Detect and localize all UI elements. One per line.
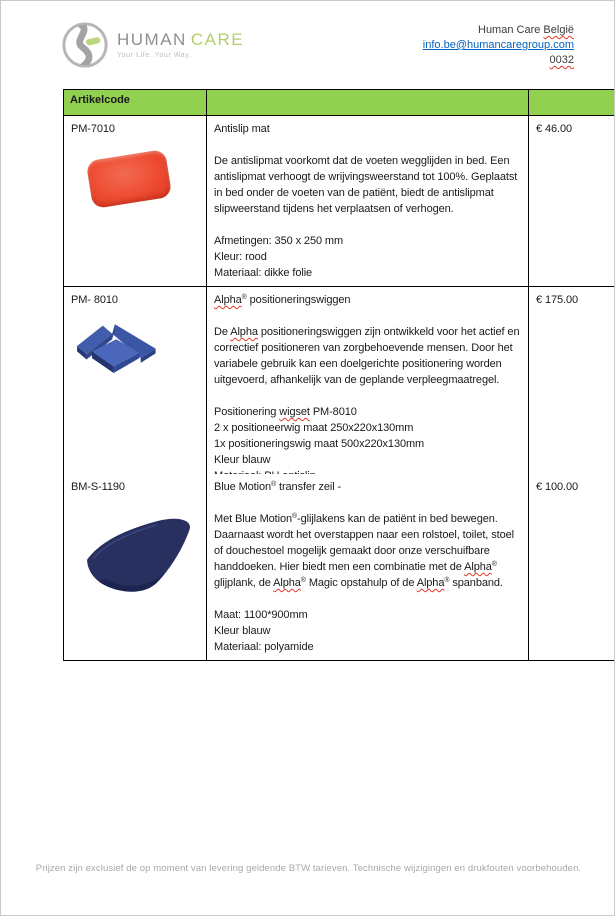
column-header-price	[529, 90, 615, 116]
antislip-mat-image	[86, 149, 173, 209]
table-header-row	[64, 90, 615, 116]
code-cell	[64, 287, 207, 490]
product-price: € 175.00	[536, 294, 579, 306]
product-specs: Maat: 1100*900mm Kleur blauw Materiaal: polyamide	[214, 609, 314, 653]
brand	[61, 21, 244, 69]
brand-text	[117, 30, 244, 59]
product-code: BM-S-1190	[71, 481, 125, 493]
product-price: € 46.00	[536, 123, 573, 135]
price-cell	[529, 474, 615, 661]
product-table-secondary	[63, 474, 615, 661]
code-cell	[64, 116, 207, 287]
column-header-artikelcode: Artikelcode	[64, 90, 207, 116]
product-description: Met Blue Motion®-glijlakens kan de patiënt in bed bewegen. Daarnaast wordt het overstappen naar een rolstoel, toilet, stoel of douchestoel mogelijk gemaakt door onze verschuifbare handdoeken. Hier biedt men een combinatie met de Alpha® glijplank, de Alpha® Magic opstahulp of de Alpha® spanband.	[214, 513, 514, 589]
phone-code: 0032	[549, 54, 574, 66]
product-row-bm-s-1190	[64, 474, 615, 661]
company-name: Human Care België	[478, 24, 574, 36]
brand-tagline: Your Life. Your Way.	[117, 52, 192, 59]
description-cell	[207, 287, 529, 490]
footer-disclaimer: Prijzen zijn exclusief de op moment van levering geldende BTW tarieven. Technische wijzigingen en drukfouten voorbehouden.	[35, 863, 582, 874]
column-header-product	[207, 90, 529, 116]
brand-name	[117, 30, 244, 49]
product-table-main	[63, 89, 615, 490]
product-price: € 100.00	[536, 481, 579, 493]
brand-name-secondary: CARE	[190, 30, 245, 49]
positioning-wedges-image	[73, 316, 161, 380]
code-cell	[64, 474, 207, 661]
description-cell	[207, 474, 529, 661]
product-description: De Alpha positioneringswiggen zijn ontwikkeld voor het actief en correctief positioneren van zorgbehoevende mensen. Door het variabele gebruik kan een doelgerichte positionering worden uitgevoerd, afhankelijk van de geplande verpleegmaatregel.	[214, 326, 520, 386]
product-description: De antislipmat voorkomt dat de voeten wegglijden in bed. Een antislipmat verhoogt de wrijvingsweerstand tot 100%. Geplaatst in bed onder de voeten van de patiënt, biedt de antislipmat slipweerstand tijdens het verplaatsen of verhogen.	[214, 155, 518, 215]
price-cell	[529, 116, 615, 287]
product-specs: Afmetingen: 350 x 250 mm Kleur: rood Materiaal: dikke folie	[214, 235, 344, 279]
product-row-pm-7010	[64, 116, 615, 287]
product-code: PM-7010	[71, 123, 115, 135]
contact-block	[423, 23, 574, 68]
brand-name-primary: HUMAN	[117, 30, 187, 49]
product-code: PM- 8010	[71, 294, 118, 306]
description-cell	[207, 116, 529, 287]
product-title: Antislip mat	[214, 123, 270, 135]
transfer-sheet-image	[77, 500, 203, 616]
human-care-logo-icon	[61, 21, 109, 69]
product-title: Blue Motion® transfer zeil -	[214, 481, 342, 493]
email-link[interactable]: info.be@humancaregroup.com	[422, 39, 574, 51]
product-specs: Positionering wigset PM-8010 2 x positioneerwig maat 250x220x130mm 1x positioneringswig maat 500x220x130mm Kleur blauw	[214, 406, 425, 466]
product-row-pm-8010	[64, 287, 615, 490]
price-cell	[529, 287, 615, 490]
product-title: Alpha® positioneringswiggen	[214, 294, 351, 306]
document-header	[61, 21, 574, 69]
